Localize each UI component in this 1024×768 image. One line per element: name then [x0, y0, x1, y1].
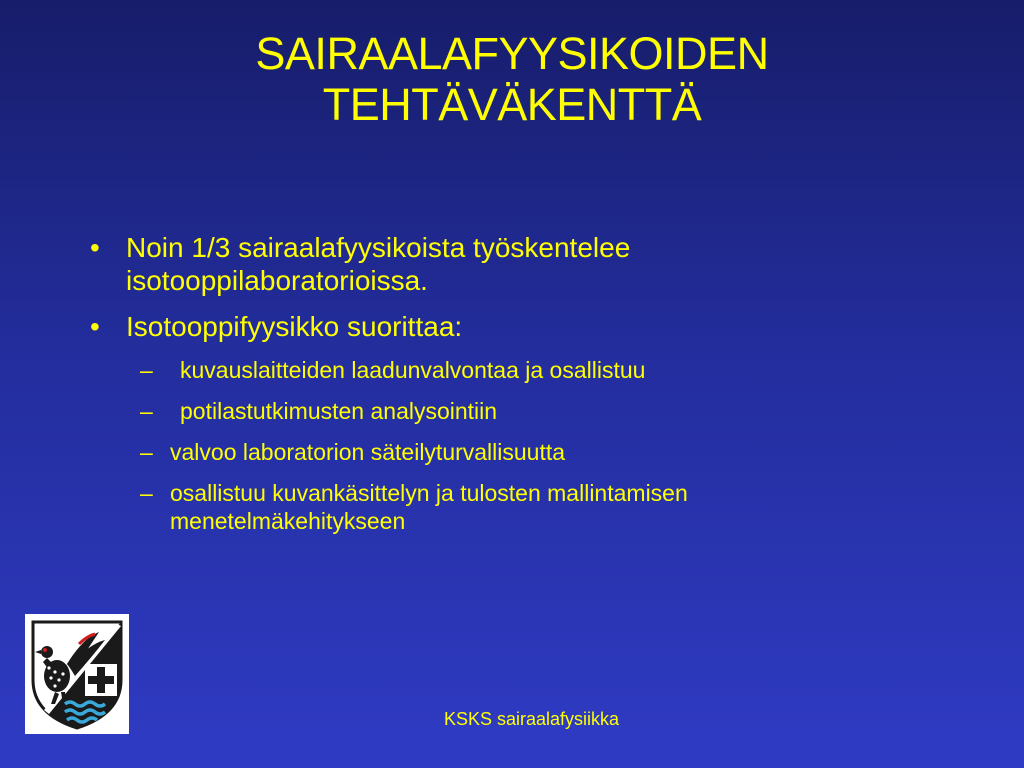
- dash-marker: –: [140, 357, 153, 383]
- title-line-2: TEHTÄVÄKENTTÄ: [322, 79, 702, 130]
- dash-marker: –: [140, 398, 153, 424]
- bullet-marker: •: [90, 311, 100, 342]
- sub-bullet-text: potilastutkimusten analysointiin: [180, 398, 498, 424]
- slide-body: [82, 231, 842, 548]
- bullet-item: [82, 310, 842, 343]
- coat-of-arms-icon: [25, 614, 129, 734]
- sub-bullet-item: [82, 356, 842, 384]
- bullet-text: Noin 1/3 sairaalafyysikoista työskentelee isotooppilaboratorioissa.: [126, 232, 631, 296]
- sub-bullet-text: kuvauslaitteiden laadunvalvontaa ja osallistuu: [180, 357, 646, 383]
- sub-bullet-item: [82, 438, 842, 466]
- sub-bullet-item: [82, 397, 842, 425]
- footer-text: KSKS sairaalafysiikka: [444, 709, 620, 729]
- bullet-marker: •: [90, 232, 100, 263]
- sub-bullet-text: osallistuu kuvankäsittelyn ja tulosten mallintamisen menetelmäkehitykseen: [170, 480, 688, 534]
- bullet-text: Isotooppifyysikko suorittaa:: [126, 311, 463, 342]
- sub-bullet-text: valvoo laboratorion säteilyturvallisuutta: [170, 439, 566, 465]
- bullet-item: [82, 231, 842, 297]
- slide-title: [0, 28, 1024, 130]
- cross-icon: [85, 664, 117, 696]
- title-line-1: SAIRAALAFYYSIKOIDEN: [255, 28, 769, 79]
- dash-marker: –: [140, 480, 153, 506]
- dash-marker: –: [140, 439, 153, 465]
- sub-bullet-item: [82, 479, 842, 535]
